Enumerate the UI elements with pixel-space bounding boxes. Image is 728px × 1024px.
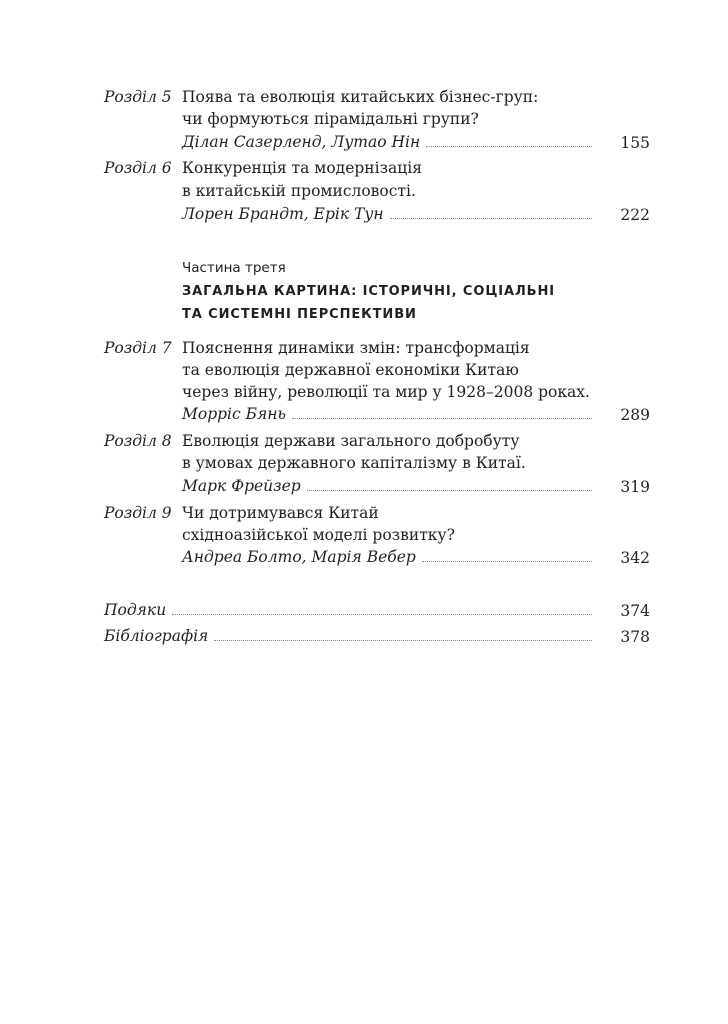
page-number: 319	[620, 478, 650, 496]
page-number: 342	[620, 549, 650, 567]
chapter-label: Розділ 9	[104, 504, 172, 522]
chapter-author: Морріс Бянь	[182, 405, 286, 423]
author-leader	[182, 203, 592, 225]
chapter-author: Ділан Сазерленд, Лутао Нін	[182, 133, 421, 151]
chapter-title-line: чи формуються пірамідальні групи?	[182, 110, 479, 128]
chapter-title-line: Чи дотримувався Китай	[182, 504, 379, 522]
author-leader	[182, 403, 592, 425]
chapter-title-line: Еволюція держави загального добробуту	[182, 432, 520, 450]
author-leader	[182, 475, 592, 497]
chapter-author: Лорен Брандт, Ерік Тун	[182, 205, 384, 223]
dot-leader	[172, 614, 592, 615]
chapter-label: Розділ 5	[104, 88, 172, 106]
chapter-title-line: в умовах державного капіталізму в Китаї.	[182, 454, 526, 472]
chapter-title-line: Конкуренція та модернізація	[182, 159, 422, 177]
dot-leader	[422, 561, 592, 562]
page-number: 289	[620, 406, 650, 424]
chapter-title-line: Поява та еволюція китайських бізнес-груп:	[182, 88, 539, 106]
dot-leader	[214, 640, 592, 641]
author-leader	[182, 131, 592, 153]
chapter-title-line: через війну, революції та мир у 1928–2008 роках.	[182, 383, 590, 401]
chapter-label: Розділ 7	[104, 339, 172, 357]
back-matter-leader	[104, 599, 592, 621]
part-subtitle: Частина третя	[182, 260, 286, 276]
chapter-label: Розділ 8	[104, 432, 172, 450]
dot-leader	[307, 490, 592, 491]
back-matter-label: Подяки	[104, 601, 167, 619]
chapter-title-line: в китайській промисловості.	[182, 182, 416, 200]
chapter-title-line: східноазійської моделі розвитку?	[182, 526, 455, 544]
part-title-line: ТА СИСТЕМНІ ПЕРСПЕКТИВИ	[182, 307, 417, 322]
chapter-title-line: та еволюція державної економіки Китаю	[182, 361, 519, 379]
page-number: 222	[620, 206, 650, 224]
back-matter-label: Бібліографія	[104, 627, 209, 645]
dot-leader	[426, 146, 592, 147]
dot-leader	[292, 418, 592, 419]
author-leader	[182, 546, 592, 568]
page-number: 374	[620, 602, 650, 620]
chapter-title-line: Пояснення динаміки змін: трансформація	[182, 339, 530, 357]
page-number: 155	[620, 134, 650, 152]
chapter-author: Андреа Болто, Марія Вебер	[182, 548, 416, 566]
chapter-author: Марк Фрейзер	[182, 477, 301, 495]
back-matter-leader	[104, 625, 592, 647]
part-title-line: ЗАГАЛЬНА КАРТИНА: ІСТОРИЧНІ, СОЦІАЛЬНІ	[182, 284, 556, 299]
chapter-label: Розділ 6	[104, 159, 172, 177]
page-number: 378	[620, 628, 650, 646]
dot-leader	[390, 218, 592, 219]
